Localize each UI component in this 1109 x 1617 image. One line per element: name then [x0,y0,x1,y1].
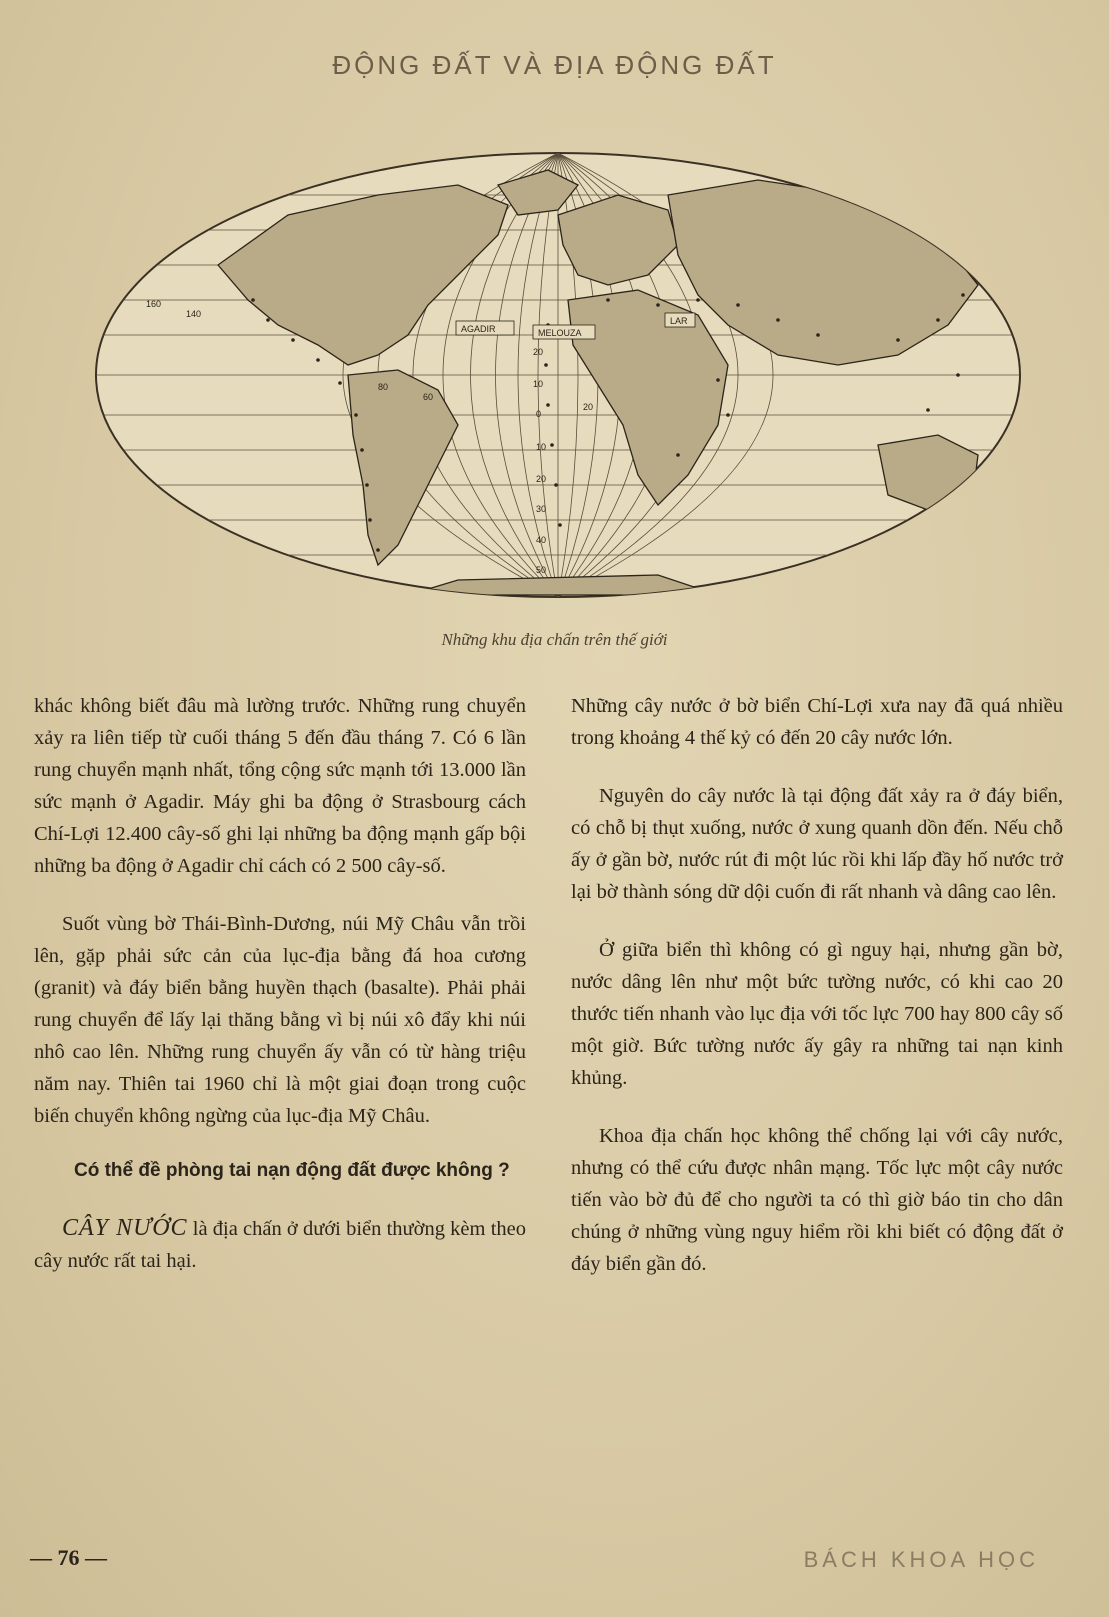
svg-text:160: 160 [146,299,162,309]
map-svg [78,125,1038,605]
paragraph [34,1212,526,1277]
running-head: ĐỘNG ĐẤT VÀ ĐỊA ĐỘNG ĐẤT [332,50,777,80]
left-column [34,690,526,1277]
svg-text:40: 40 [536,535,547,545]
label-agadir: AGADIR [461,324,496,334]
world-seismic-map [78,125,1038,605]
paragraph-text: là địa chấn ở dưới biển thường kèm theo cây nước rất tai hại. [34,1218,526,1272]
svg-text:0: 0 [536,409,542,419]
graticule [78,153,1038,597]
figure-caption: Những khu địa chấn trên thế giới [441,630,668,649]
label-melouza: MELOUZA [538,328,582,338]
lead-term: CÂY NƯỚC [62,1215,188,1241]
svg-text:60: 60 [423,392,434,402]
svg-text:80: 80 [378,382,389,392]
paragraph: khác không biết đâu mà lường trước. Những rung chuyển xảy ra liên tiếp từ cuối tháng 5 đến đầu tháng 7. Có 6 lần rung chuyển mạnh nhất, tổng cộng sức mạnh tới 13.000 lần sức mạnh ở Agadir. Máy ghi ba động ở Strasbourg cách Chí-Lợi 12.400 cây-số ghi lại những ba động mạnh gấp bội những ba động ở Agadir chỉ cách có 2 500 cây-số. [34,695,526,877]
svg-text:20: 20 [533,347,544,357]
series-title: BÁCH KHOA HỌC [803,1547,1039,1572]
svg-text:20: 20 [536,474,547,484]
paragraph: Nguyên do cây nước là tại động đất xảy ra ở đáy biển, có chỗ bị thụt xuống, nước ở xung quanh dồn đến. Nếu chỗ ấy ở gần bờ, nước rút đi một lúc rồi khi lấp đầy hố nước trở lại bờ thành sóng dữ dội cuốn đi rất nhanh và dâng cao lên. [571,785,1063,903]
svg-text:50: 50 [536,565,547,575]
svg-text:10: 10 [536,442,547,452]
paragraph: Khoa địa chấn học không thể chống lại với cây nước, nhưng có thể cứu được nhân mạng. Tốc lực một cây nước tiến vào bờ đủ để cho người ta có thì giờ báo tin cho dân chúng ở những vùng nguy hiểm rồi khi biết có động đất ở đáy biển gần đó. [571,1125,1063,1275]
svg-text:20: 20 [583,402,594,412]
label-lar: LAR [670,316,688,326]
svg-text:10: 10 [533,379,544,389]
paragraph: Những cây nước ở bờ biển Chí-Lợi xưa nay đã quá nhiều trong khoảng 4 thế kỷ có đến 20 cây nước lớn. [571,695,1063,749]
svg-text:140: 140 [186,309,202,319]
section-subheading: Có thể đề phòng tai nạn động đất được không ? [74,1160,510,1181]
right-column [571,690,1063,1280]
paragraph: Ở giữa biển thì không có gì nguy hại, nhưng gần bờ, nước dâng lên như một bức tường nước, có khi cao 20 thước tiến nhanh vào lục địa với tốc lực 700 hay 800 cây số một giờ. Bức tường nước ấy gây ra những tai nạn kinh khủng. [571,939,1063,1089]
page-number: — 76 — [30,1545,107,1570]
svg-text:30: 30 [536,504,547,514]
paragraph: Suốt vùng bờ Thái-Bình-Dương, núi Mỹ Châu vẫn trồi lên, gặp phải sức cản của lục-địa bằng đá hoa cương (granit) và đáy biển bằng huyền thạch (basalte). Phải phải rung chuyển để lấy lại thăng bằng vì bị núi xô đẩy khi núi nhô cao lên. Những rung chuyển ấy vẫn có từ hàng triệu năm nay. Thiên tai 1960 chỉ là một giai đoạn trong cuộc biến chuyển không ngừng của lục-địa Mỹ Châu. [34,913,526,1127]
